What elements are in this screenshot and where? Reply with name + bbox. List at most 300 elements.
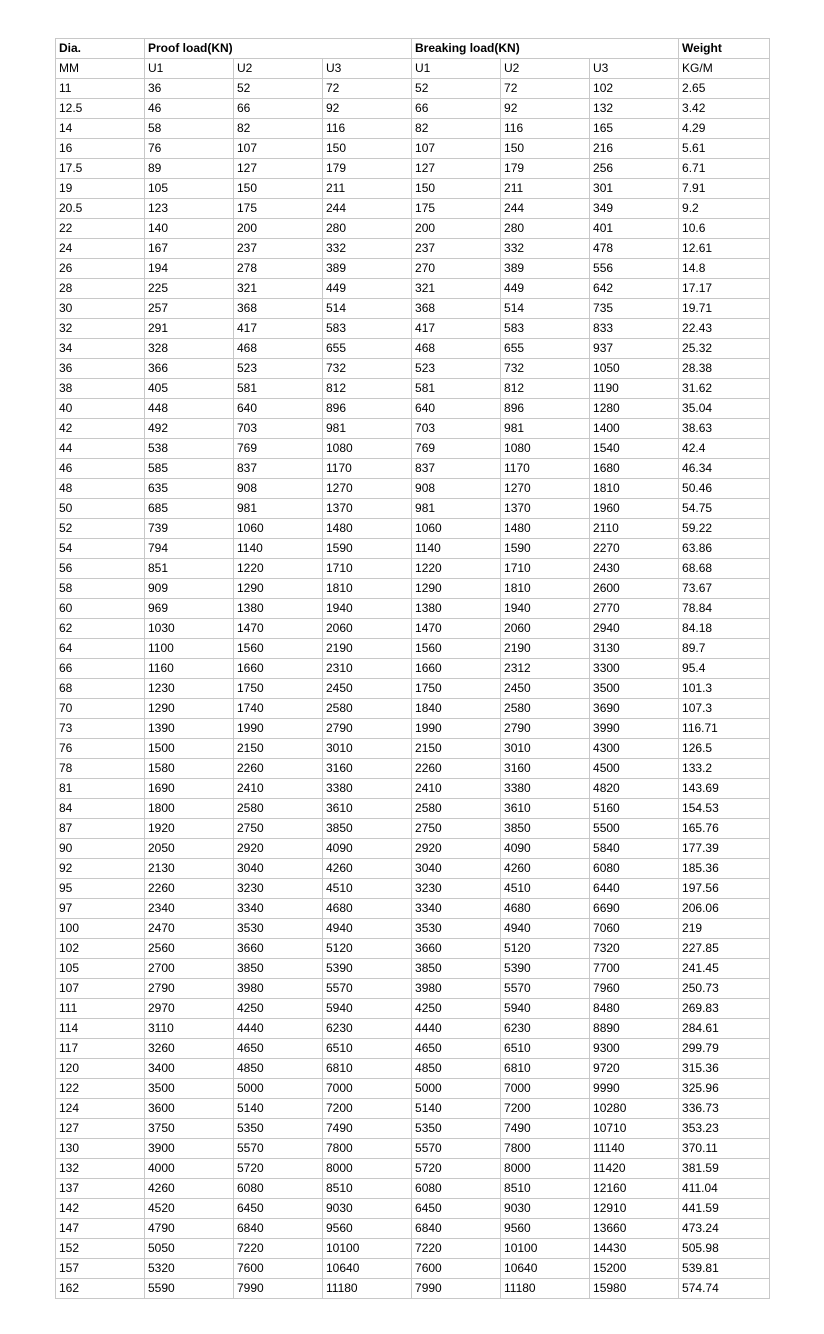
cell-weight: 54.75 (679, 499, 770, 519)
cell-breaking-u2: 7200 (501, 1099, 590, 1119)
cell-weight: 12.61 (679, 239, 770, 259)
cell-proof-u1: 5050 (145, 1239, 234, 1259)
table-row (56, 779, 770, 799)
cell-proof-u1: 1800 (145, 799, 234, 819)
cell-proof-u2: 2750 (234, 819, 323, 839)
cell-proof-u1: 2560 (145, 939, 234, 959)
cell-breaking-u1: 837 (412, 459, 501, 479)
cell-weight: 154.53 (679, 799, 770, 819)
cell-breaking-u3: 937 (590, 339, 679, 359)
cell-breaking-u2: 3610 (501, 799, 590, 819)
cell-dia: 66 (56, 659, 145, 679)
table-row (56, 419, 770, 439)
table-row (56, 1279, 770, 1299)
cell-breaking-u1: 3530 (412, 919, 501, 939)
cell-weight: 206.06 (679, 899, 770, 919)
cell-dia: 84 (56, 799, 145, 819)
cell-proof-u1: 851 (145, 559, 234, 579)
cell-proof-u3: 4680 (323, 899, 412, 919)
cell-breaking-u3: 3130 (590, 639, 679, 659)
cell-breaking-u3: 301 (590, 179, 679, 199)
cell-breaking-u3: 556 (590, 259, 679, 279)
cell-breaking-u3: 735 (590, 299, 679, 319)
table-body (56, 79, 770, 1299)
cell-proof-u3: 5120 (323, 939, 412, 959)
cell-breaking-u3: 1960 (590, 499, 679, 519)
cell-proof-u1: 1030 (145, 619, 234, 639)
table-row (56, 799, 770, 819)
cell-weight: 50.46 (679, 479, 770, 499)
cell-weight: 5.61 (679, 139, 770, 159)
cell-proof-u1: 123 (145, 199, 234, 219)
cell-breaking-u1: 2260 (412, 759, 501, 779)
table-row (56, 399, 770, 419)
cell-proof-u3: 981 (323, 419, 412, 439)
cell-weight: 101.3 (679, 679, 770, 699)
cell-weight: 31.62 (679, 379, 770, 399)
table-row (56, 139, 770, 159)
cell-weight: 539.81 (679, 1259, 770, 1279)
cell-weight: 219 (679, 919, 770, 939)
cell-weight: 284.61 (679, 1019, 770, 1039)
cell-breaking-u3: 2600 (590, 579, 679, 599)
table-row (56, 539, 770, 559)
cell-dia: 105 (56, 959, 145, 979)
cell-breaking-u2: 7490 (501, 1119, 590, 1139)
cell-proof-u3: 1940 (323, 599, 412, 619)
cell-proof-u2: 1740 (234, 699, 323, 719)
table-row (56, 219, 770, 239)
table-row (56, 1159, 770, 1179)
cell-proof-u2: 1750 (234, 679, 323, 699)
cell-breaking-u3: 7960 (590, 979, 679, 999)
cell-proof-u1: 635 (145, 479, 234, 499)
cell-breaking-u2: 11180 (501, 1279, 590, 1299)
cell-weight: 269.83 (679, 999, 770, 1019)
cell-proof-u3: 449 (323, 279, 412, 299)
cell-dia: 26 (56, 259, 145, 279)
cell-dia: 24 (56, 239, 145, 259)
cell-proof-u3: 732 (323, 359, 412, 379)
cell-breaking-u1: 82 (412, 119, 501, 139)
cell-weight: 250.73 (679, 979, 770, 999)
cell-proof-u1: 1290 (145, 699, 234, 719)
cell-weight: 315.36 (679, 1059, 770, 1079)
cell-proof-u3: 1080 (323, 439, 412, 459)
cell-proof-u1: 3600 (145, 1099, 234, 1119)
cell-breaking-u2: 9560 (501, 1219, 590, 1239)
table-row (56, 319, 770, 339)
cell-proof-u2: 908 (234, 479, 323, 499)
cell-proof-u2: 3340 (234, 899, 323, 919)
cell-breaking-u1: 52 (412, 79, 501, 99)
subheader-mm: MM (56, 59, 145, 79)
cell-weight: 227.85 (679, 939, 770, 959)
cell-breaking-u2: 2312 (501, 659, 590, 679)
cell-dia: 54 (56, 539, 145, 559)
cell-weight: 6.71 (679, 159, 770, 179)
table-row (56, 519, 770, 539)
table-row (56, 559, 770, 579)
cell-breaking-u1: 1470 (412, 619, 501, 639)
table-row (56, 339, 770, 359)
cell-proof-u1: 3110 (145, 1019, 234, 1039)
table-row (56, 719, 770, 739)
cell-proof-u1: 5590 (145, 1279, 234, 1299)
subheader-breaking-u3: U3 (590, 59, 679, 79)
cell-proof-u2: 2580 (234, 799, 323, 819)
table-row (56, 619, 770, 639)
cell-breaking-u2: 3010 (501, 739, 590, 759)
cell-proof-u2: 7990 (234, 1279, 323, 1299)
cell-dia: 107 (56, 979, 145, 999)
cell-breaking-u2: 3850 (501, 819, 590, 839)
cell-proof-u2: 981 (234, 499, 323, 519)
cell-dia: 76 (56, 739, 145, 759)
cell-dia: 17.5 (56, 159, 145, 179)
cell-dia: 20.5 (56, 199, 145, 219)
cell-proof-u2: 2410 (234, 779, 323, 799)
cell-proof-u3: 583 (323, 319, 412, 339)
cell-dia: 50 (56, 499, 145, 519)
cell-proof-u3: 1370 (323, 499, 412, 519)
cell-breaking-u1: 7220 (412, 1239, 501, 1259)
cell-breaking-u2: 92 (501, 99, 590, 119)
cell-proof-u1: 2970 (145, 999, 234, 1019)
cell-breaking-u1: 6840 (412, 1219, 501, 1239)
cell-breaking-u1: 107 (412, 139, 501, 159)
cell-breaking-u2: 5120 (501, 939, 590, 959)
cell-proof-u3: 3380 (323, 779, 412, 799)
cell-breaking-u1: 175 (412, 199, 501, 219)
cell-proof-u2: 237 (234, 239, 323, 259)
cell-proof-u1: 969 (145, 599, 234, 619)
cell-breaking-u2: 1370 (501, 499, 590, 519)
table-row (56, 359, 770, 379)
cell-proof-u3: 8000 (323, 1159, 412, 1179)
cell-breaking-u1: 5000 (412, 1079, 501, 1099)
cell-breaking-u2: 3160 (501, 759, 590, 779)
table-row (56, 579, 770, 599)
cell-dia: 46 (56, 459, 145, 479)
cell-breaking-u2: 280 (501, 219, 590, 239)
cell-breaking-u2: 389 (501, 259, 590, 279)
cell-proof-u1: 194 (145, 259, 234, 279)
cell-proof-u2: 5720 (234, 1159, 323, 1179)
cell-proof-u3: 280 (323, 219, 412, 239)
cell-breaking-u3: 2430 (590, 559, 679, 579)
cell-breaking-u2: 4940 (501, 919, 590, 939)
cell-breaking-u2: 2450 (501, 679, 590, 699)
cell-dia: 111 (56, 999, 145, 1019)
cell-breaking-u3: 13660 (590, 1219, 679, 1239)
cell-breaking-u3: 9300 (590, 1039, 679, 1059)
cell-proof-u2: 1990 (234, 719, 323, 739)
cell-breaking-u1: 4850 (412, 1059, 501, 1079)
cell-proof-u2: 66 (234, 99, 323, 119)
cell-breaking-u3: 11140 (590, 1139, 679, 1159)
cell-breaking-u1: 150 (412, 179, 501, 199)
cell-breaking-u2: 1590 (501, 539, 590, 559)
cell-breaking-u1: 1840 (412, 699, 501, 719)
cell-proof-u2: 175 (234, 199, 323, 219)
table-row (56, 639, 770, 659)
cell-proof-u3: 10640 (323, 1259, 412, 1279)
cell-breaking-u1: 2580 (412, 799, 501, 819)
cell-breaking-u1: 3980 (412, 979, 501, 999)
cell-proof-u2: 417 (234, 319, 323, 339)
cell-breaking-u2: 732 (501, 359, 590, 379)
cell-breaking-u2: 8000 (501, 1159, 590, 1179)
cell-breaking-u1: 3850 (412, 959, 501, 979)
cell-breaking-u2: 179 (501, 159, 590, 179)
cell-breaking-u1: 523 (412, 359, 501, 379)
cell-proof-u3: 10100 (323, 1239, 412, 1259)
cell-proof-u2: 107 (234, 139, 323, 159)
cell-breaking-u3: 5160 (590, 799, 679, 819)
cell-breaking-u1: 3230 (412, 879, 501, 899)
cell-breaking-u1: 769 (412, 439, 501, 459)
cell-proof-u2: 4440 (234, 1019, 323, 1039)
cell-breaking-u2: 4090 (501, 839, 590, 859)
cell-proof-u1: 167 (145, 239, 234, 259)
cell-breaking-u2: 150 (501, 139, 590, 159)
cell-proof-u2: 82 (234, 119, 323, 139)
cell-breaking-u3: 1190 (590, 379, 679, 399)
cell-weight: 46.34 (679, 459, 770, 479)
cell-weight: 126.5 (679, 739, 770, 759)
cell-breaking-u2: 211 (501, 179, 590, 199)
cell-proof-u3: 3010 (323, 739, 412, 759)
cell-breaking-u1: 5720 (412, 1159, 501, 1179)
cell-proof-u1: 2700 (145, 959, 234, 979)
cell-breaking-u1: 5570 (412, 1139, 501, 1159)
cell-breaking-u1: 7600 (412, 1259, 501, 1279)
cell-dia: 32 (56, 319, 145, 339)
table-row (56, 1179, 770, 1199)
table-row (56, 1019, 770, 1039)
cell-proof-u1: 794 (145, 539, 234, 559)
cell-dia: 124 (56, 1099, 145, 1119)
cell-proof-u3: 4510 (323, 879, 412, 899)
cell-proof-u2: 6840 (234, 1219, 323, 1239)
cell-proof-u1: 1230 (145, 679, 234, 699)
cell-proof-u2: 5350 (234, 1119, 323, 1139)
cell-breaking-u1: 908 (412, 479, 501, 499)
cell-breaking-u1: 1990 (412, 719, 501, 739)
cell-dia: 58 (56, 579, 145, 599)
cell-proof-u1: 76 (145, 139, 234, 159)
cell-proof-u1: 405 (145, 379, 234, 399)
cell-dia: 97 (56, 899, 145, 919)
cell-breaking-u1: 66 (412, 99, 501, 119)
cell-breaking-u3: 6690 (590, 899, 679, 919)
table-row (56, 1119, 770, 1139)
cell-breaking-u3: 401 (590, 219, 679, 239)
cell-proof-u2: 3530 (234, 919, 323, 939)
cell-proof-u2: 4850 (234, 1059, 323, 1079)
cell-breaking-u1: 640 (412, 399, 501, 419)
cell-dia: 114 (56, 1019, 145, 1039)
cell-proof-u3: 179 (323, 159, 412, 179)
cell-breaking-u3: 102 (590, 79, 679, 99)
cell-breaking-u3: 478 (590, 239, 679, 259)
cell-dia: 34 (56, 339, 145, 359)
cell-dia: 19 (56, 179, 145, 199)
cell-weight: 336.73 (679, 1099, 770, 1119)
cell-proof-u3: 7200 (323, 1099, 412, 1119)
cell-dia: 95 (56, 879, 145, 899)
cell-breaking-u1: 2920 (412, 839, 501, 859)
cell-proof-u3: 8510 (323, 1179, 412, 1199)
cell-proof-u3: 5570 (323, 979, 412, 999)
cell-dia: 120 (56, 1059, 145, 1079)
cell-breaking-u2: 1270 (501, 479, 590, 499)
cell-weight: 78.84 (679, 599, 770, 619)
cell-breaking-u2: 4680 (501, 899, 590, 919)
cell-dia: 30 (56, 299, 145, 319)
table-row (56, 1199, 770, 1219)
cell-proof-u2: 3660 (234, 939, 323, 959)
cell-weight: 14.8 (679, 259, 770, 279)
cell-breaking-u3: 8480 (590, 999, 679, 1019)
cell-dia: 90 (56, 839, 145, 859)
cell-proof-u2: 2920 (234, 839, 323, 859)
cell-breaking-u2: 10640 (501, 1259, 590, 1279)
header-dia: Dia. (56, 39, 145, 59)
table-row (56, 499, 770, 519)
table-row (56, 599, 770, 619)
cell-breaking-u2: 1810 (501, 579, 590, 599)
cell-breaking-u2: 7800 (501, 1139, 590, 1159)
table-row (56, 99, 770, 119)
cell-dia: 62 (56, 619, 145, 639)
cell-proof-u3: 1810 (323, 579, 412, 599)
cell-weight: 165.76 (679, 819, 770, 839)
cell-proof-u1: 89 (145, 159, 234, 179)
cell-breaking-u3: 642 (590, 279, 679, 299)
cell-dia: 36 (56, 359, 145, 379)
cell-proof-u1: 291 (145, 319, 234, 339)
cell-proof-u1: 257 (145, 299, 234, 319)
cell-dia: 16 (56, 139, 145, 159)
cell-weight: 9.2 (679, 199, 770, 219)
cell-proof-u1: 538 (145, 439, 234, 459)
cell-breaking-u3: 9990 (590, 1079, 679, 1099)
table-row (56, 919, 770, 939)
cell-proof-u1: 3500 (145, 1079, 234, 1099)
cell-breaking-u1: 3340 (412, 899, 501, 919)
cell-weight: 370.11 (679, 1139, 770, 1159)
cell-breaking-u2: 8510 (501, 1179, 590, 1199)
cell-dia: 44 (56, 439, 145, 459)
table-row (56, 119, 770, 139)
cell-dia: 60 (56, 599, 145, 619)
cell-proof-u2: 1060 (234, 519, 323, 539)
cell-weight: 25.32 (679, 339, 770, 359)
chain-spec-table (55, 38, 770, 1299)
cell-breaking-u1: 581 (412, 379, 501, 399)
cell-breaking-u1: 6450 (412, 1199, 501, 1219)
cell-weight: 353.23 (679, 1119, 770, 1139)
cell-weight: 133.2 (679, 759, 770, 779)
cell-proof-u3: 5390 (323, 959, 412, 979)
cell-weight: 197.56 (679, 879, 770, 899)
cell-proof-u3: 3850 (323, 819, 412, 839)
cell-dia: 92 (56, 859, 145, 879)
cell-proof-u1: 448 (145, 399, 234, 419)
cell-breaking-u1: 2410 (412, 779, 501, 799)
cell-weight: 38.63 (679, 419, 770, 439)
table-row (56, 999, 770, 1019)
cell-proof-u3: 1590 (323, 539, 412, 559)
cell-breaking-u2: 6510 (501, 1039, 590, 1059)
cell-weight: 22.43 (679, 319, 770, 339)
cell-weight: 325.96 (679, 1079, 770, 1099)
header-breaking-load: Breaking load(KN) (412, 39, 679, 59)
cell-weight: 441.59 (679, 1199, 770, 1219)
cell-proof-u1: 2470 (145, 919, 234, 939)
cell-proof-u3: 2790 (323, 719, 412, 739)
cell-breaking-u1: 468 (412, 339, 501, 359)
cell-proof-u2: 4650 (234, 1039, 323, 1059)
cell-proof-u3: 5940 (323, 999, 412, 1019)
cell-weight: 4.29 (679, 119, 770, 139)
cell-weight: 143.69 (679, 779, 770, 799)
cell-weight: 42.4 (679, 439, 770, 459)
cell-proof-u1: 4000 (145, 1159, 234, 1179)
cell-proof-u1: 2260 (145, 879, 234, 899)
cell-weight: 574.74 (679, 1279, 770, 1299)
table-row (56, 839, 770, 859)
cell-breaking-u3: 5500 (590, 819, 679, 839)
cell-proof-u2: 127 (234, 159, 323, 179)
cell-breaking-u1: 321 (412, 279, 501, 299)
cell-weight: 84.18 (679, 619, 770, 639)
cell-dia: 22 (56, 219, 145, 239)
subheader-breaking-u1: U1 (412, 59, 501, 79)
cell-breaking-u2: 1710 (501, 559, 590, 579)
cell-weight: 95.4 (679, 659, 770, 679)
cell-proof-u1: 2340 (145, 899, 234, 919)
cell-breaking-u2: 2790 (501, 719, 590, 739)
cell-breaking-u2: 4260 (501, 859, 590, 879)
cell-weight: 177.39 (679, 839, 770, 859)
cell-proof-u3: 3160 (323, 759, 412, 779)
table-row (56, 879, 770, 899)
cell-weight: 68.68 (679, 559, 770, 579)
cell-proof-u2: 4250 (234, 999, 323, 1019)
cell-proof-u2: 6080 (234, 1179, 323, 1199)
cell-proof-u2: 368 (234, 299, 323, 319)
cell-proof-u2: 2260 (234, 759, 323, 779)
cell-dia: 28 (56, 279, 145, 299)
table-subheader-row (56, 59, 770, 79)
cell-breaking-u1: 1660 (412, 659, 501, 679)
cell-dia: 87 (56, 819, 145, 839)
table-row (56, 379, 770, 399)
table-row (56, 79, 770, 99)
cell-proof-u3: 244 (323, 199, 412, 219)
cell-proof-u2: 1560 (234, 639, 323, 659)
cell-dia: 48 (56, 479, 145, 499)
table-row (56, 1099, 770, 1119)
cell-breaking-u2: 244 (501, 199, 590, 219)
cell-dia: 137 (56, 1179, 145, 1199)
table-row (56, 859, 770, 879)
cell-breaking-u1: 270 (412, 259, 501, 279)
cell-breaking-u3: 1810 (590, 479, 679, 499)
